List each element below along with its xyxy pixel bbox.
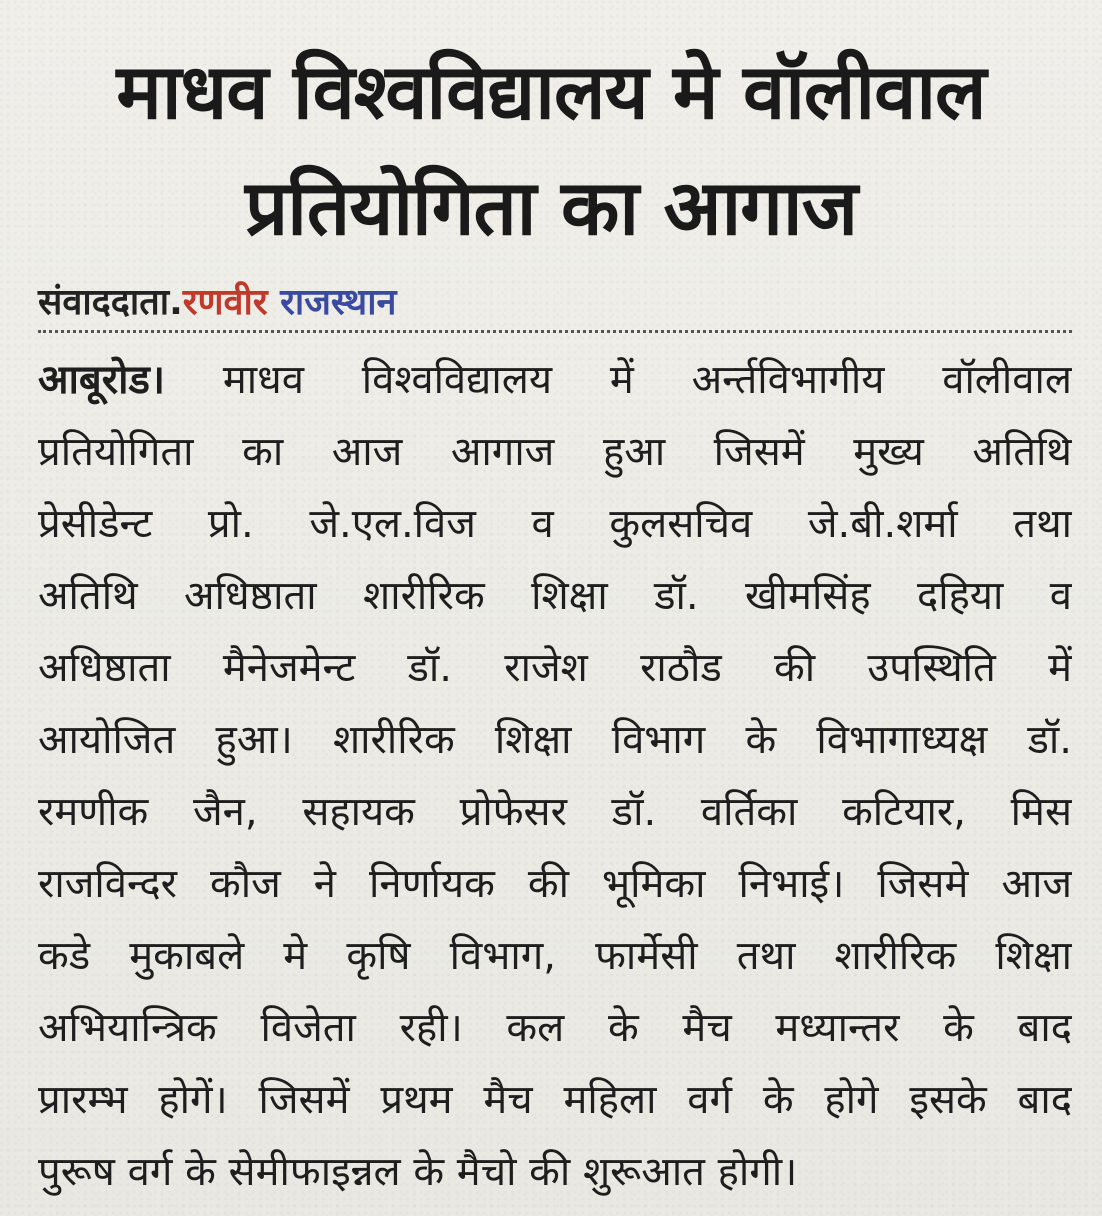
article-line-2: प्रतियोगिता का आज आगाज हुआ जिसमें मुख्य अतिथि (38, 429, 1072, 475)
article-line-4: अतिथि अधिष्ठाता शारीरिक शिक्षा डॉ. खीमसिंह दहिया व (38, 573, 1072, 619)
article-line-12: पुरूष वर्ग के सेमीफाइन्नल के मैचो की शुरूआत होगी। (38, 1149, 798, 1195)
article-line-8: राजविन्दर कौज ने निर्णायक की भूमिका निभाई। जिसमे आज (38, 861, 1072, 907)
article-line-6: आयोजित हुआ। शारीरिक शिक्षा विभाग के विभागाध्यक्ष डॉ. (38, 717, 1072, 763)
headline-line-2: प्रतियोगिता का आगाज (245, 163, 857, 252)
article-line-9: कडे मुकाबले मे कृषि विभाग, फार्मेसी तथा शारीरिक शिक्षा (38, 933, 1072, 979)
article-line-3: प्रेसीडेन्ट प्रो. जे.एल.विज व कुलसचिव जे.बी.शर्मा तथा (38, 501, 1072, 547)
article-line-10: अभियान्त्रिक विजेता रही। कल के मैच मध्यान्तर के बाद (38, 1005, 1072, 1051)
article-line-7: रमणीक जैन, सहायक प्रोफेसर डॉ. वर्तिका कटियार, मिस (38, 789, 1072, 835)
dateline: आबूरोड। (38, 357, 165, 403)
article-line-5: अधिष्ठाता मैनेजमेन्ट डॉ. राजेश राठौड की उपस्थिति में (38, 645, 1072, 691)
headline-line-1: माधव विश्वविद्यालय मे वॉलीवाल (116, 47, 986, 136)
article-line-11: प्रारम्भ होगें। जिसमें प्रथम मैच महिला वर्ग के होगे इसके बाद (38, 1077, 1072, 1123)
byline (38, 276, 397, 325)
byline-brand-part-2: राजस्थान (280, 282, 397, 323)
dotted-divider (38, 330, 1072, 333)
article-line-text: माधव विश्वविद्यालय में अर्न्तविभागीय वॉलीवाल (222, 357, 1072, 403)
article-body (38, 344, 1072, 1208)
byline-brand-part-1: रणवीर (182, 282, 268, 323)
byline-prefix: संवाददाता. (38, 282, 183, 323)
article-line-1 (38, 344, 1072, 416)
